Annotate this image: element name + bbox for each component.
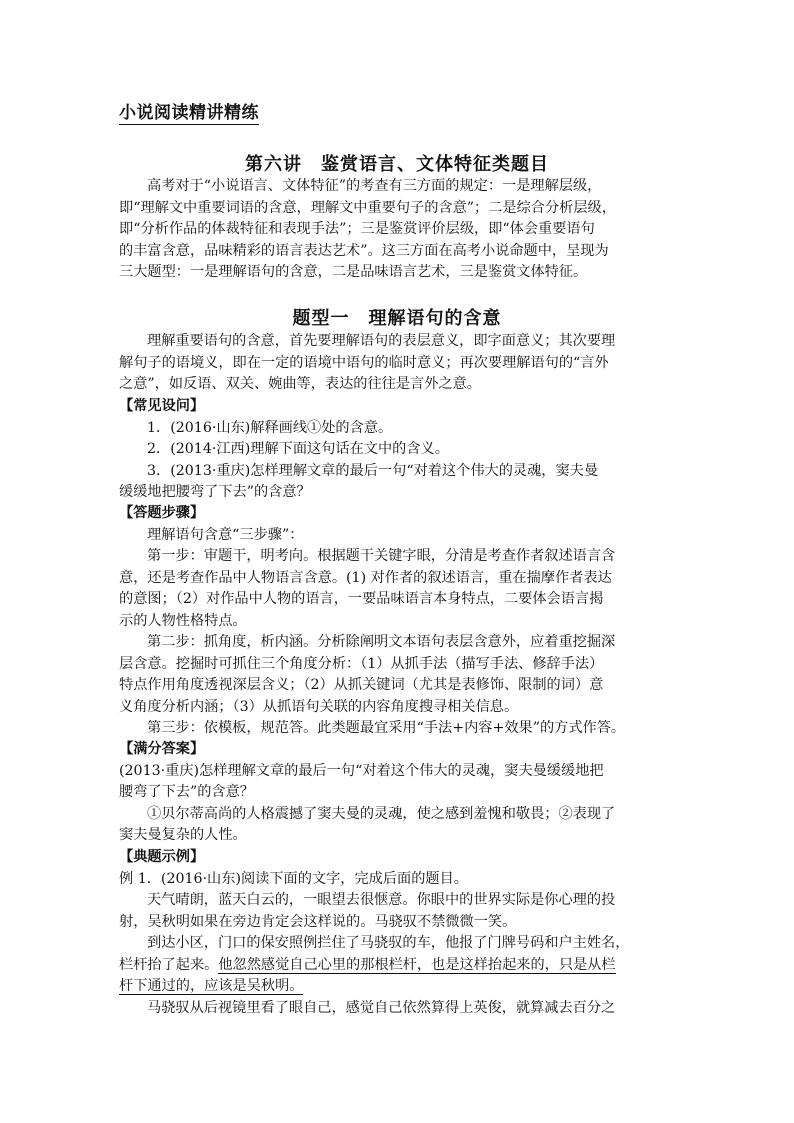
- intro-line: 即“理解文中重要词语的含意，理解文中重要句子的含意”；二是综合分析层级，: [119, 199, 616, 216]
- common-question-cont: 缓缓地把腰弯了下去”的含意？: [119, 484, 311, 500]
- full-score-line: 窦夫曼复杂的人性。: [119, 827, 247, 843]
- underlined-sentence-1: 他忽然感觉自己心里的那根栏杆，也是这样抬起来的，只是从栏: [218, 956, 616, 973]
- common-question-item: 1．(2016·山东)解释画线①处的含意。: [147, 419, 393, 436]
- full-score-tag: 【满分答案】: [119, 741, 205, 757]
- example-section: [119, 847, 679, 1019]
- full-score-line: 腰弯了下去”的含意？: [119, 784, 254, 800]
- example-line: 天气晴朗，蓝天白云的，一眼望去很惬意。你眼中的世界实际是你心理的投: [147, 892, 616, 908]
- type-intro-line: 解句子的语境义，即在一定的语境中语句的临时意义；再次要理解语句的“言外: [119, 354, 609, 371]
- type-intro-line: 理解重要语句的含意，首先要理解语句的表层意义，即字面意义；其次要理: [147, 333, 616, 349]
- steps-line: 义角度分析内涵；（3）从抓语句关联的内容角度搜寻相关信息。: [119, 698, 519, 715]
- example-line: 射，吴秋明如果在旁边肯定会这样说的。马骁驭不禁微微一笑。: [119, 913, 517, 930]
- common-questions-tag: 【常见设问】: [119, 398, 205, 414]
- steps-line: 意，还是考查作品中人物语言含意。(1) 对作者的叙述语言，重在揣摩作者表达: [119, 569, 612, 586]
- answer-steps-tag: 【答题步骤】: [119, 505, 205, 521]
- steps-line: 第一步：审题干，明考向。根据题干关键字眼，分清是考查作者叙述语言含: [147, 548, 616, 564]
- example-tag: 【典题示例】: [119, 849, 205, 865]
- common-question-item: 2．(2014·江西)理解下面这句话在文中的含义。: [147, 441, 449, 457]
- underlined-sentence-2: 杆下通过的，应该是吴秋明。: [119, 978, 304, 994]
- document-header: 小说阅读精讲精练: [119, 98, 259, 125]
- example-line-with-underline: [119, 955, 679, 977]
- type-title: 题型一 理解语句的含意: [292, 308, 502, 329]
- answer-steps-section: [119, 503, 679, 740]
- common-questions-section: [119, 396, 679, 504]
- example-line-with-underline: [119, 976, 679, 998]
- full-score-answer-section: [119, 739, 679, 847]
- intro-paragraph: [119, 176, 679, 284]
- steps-line: 示的人物性格特点。: [119, 612, 247, 629]
- full-score-line: ①贝尔蒂高尚的人格震撼了窦夫曼的灵魂，使之感到羞愧和敬畏；②表现了: [147, 805, 616, 822]
- steps-line: 理解语句含意“三步骤”：: [147, 526, 304, 543]
- intro-line: 高考对于“小说语言、文体特征”的考查有三方面的规定：一是理解层级，: [147, 178, 602, 194]
- steps-line: 第二步：抓角度，析内涵。分析除阐明文本语句表层含意外，应着重挖掘深: [147, 634, 616, 650]
- type-intro-line: 之意”，如反语、双关、婉曲等，表达的往往是言外之意。: [119, 376, 481, 392]
- steps-line: 特点作用角度透视深层含义；（2）从抓关键词（尤其是表修饰、限制的词）意: [119, 677, 604, 693]
- full-score-line: (2013·重庆)怎样理解文章的最后一句“对着这个伟大的灵魂，窦夫曼缓缓地把: [119, 762, 604, 779]
- intro-line: 即“分析作品的体裁特征和表现手法”；三是鉴赏评价层级，即“体会重要语句: [119, 221, 595, 237]
- lecture-title: 第六讲 鉴赏语言、文体特征类题目: [245, 154, 549, 175]
- example-plain-text: 栏杆抬了起来。: [119, 956, 219, 973]
- example-line: 到达小区，门口的保安照例拦住了马骁驭的车，他报了门牌号码和户主姓名，: [147, 935, 630, 951]
- steps-line: 的意图；（2）对作品中人物的语言，一要品味语言本身特点，二要体会语言揭: [119, 591, 604, 607]
- type-intro-paragraph: [119, 331, 679, 396]
- intro-line: 的丰富含意，品味精彩的语言表达艺术”。这三方面在高考小说命题中，呈现为: [119, 242, 609, 259]
- steps-line: 层含意。挖掘时可抓住三个角度分析：（1）从抓手法（描写手法、修辞手法）: [119, 655, 604, 672]
- intro-line: 三大题型：一是理解语句的含意，二是品味语言艺术，三是鉴赏文体特征。: [119, 264, 588, 280]
- example-line: 马骁驭从后视镜里看了眼自己，感觉自己依然算得上英俊，就算减去百分之: [147, 999, 616, 1016]
- common-question-item: 3．(2013·重庆)怎样理解文章的最后一句“对着这个伟大的灵魂，窦夫曼: [147, 462, 599, 479]
- example-line: 例 1．(2016·山东)阅读下面的文字，完成后面的题目。: [119, 870, 468, 887]
- steps-line: 第三步：依模板，规范答。此类题最宜采用“手法+内容+效果”的方式作答。: [147, 720, 626, 736]
